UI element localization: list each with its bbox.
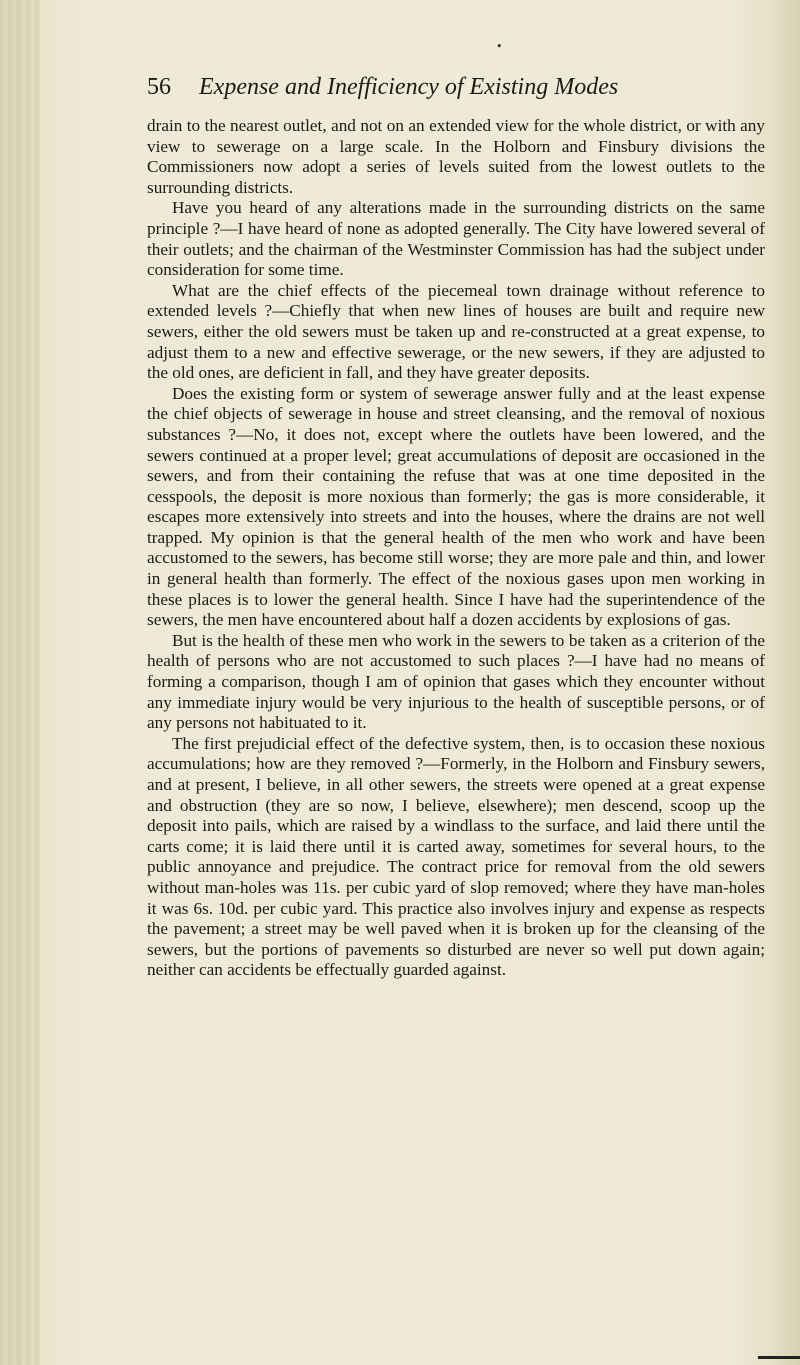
paragraph: What are the chief effects of the piecemeal town drainage without reference to extended levels ?—Chiefly that when new lines of houses are built and require new sewers, either the old sewers must be taken up and re-constructed at a great expense, to adjust them to a new and effective sewerage, or the new sewers, if they are adjusted to the old ones, are deficient in fall, and they have greater deposits. xyxy=(147,280,765,383)
paragraph: But is the health of these men who work in the sewers to be taken as a criterion of the health of persons who are not accustomed to such places ?—I have had no means of forming a comparison, though I am of opinion that gases which they encounter without any immediate injury would be very injurious to the health of susceptible persons, or of any persons not habituated to it. xyxy=(147,630,765,733)
paragraph: Have you heard of any alterations made in the surrounding districts on the same principle ?—I have heard of none as adopted generally. The City have lowered several of their outlets; and the chairman of the Westminster Commission has had the subject under consideration for some time. xyxy=(147,198,765,280)
body-text xyxy=(147,116,765,981)
page-edge-rule xyxy=(758,1356,800,1359)
paragraph: The first prejudicial effect of the defective system, then, is to occasion these noxious accumulations; how are they removed ?—Formerly, in the Holborn and Finsbury sewers, and at present, I believe, in all other sewers, the streets were opened at a great expense and obstruction (they are so now, I believe, elsewhere); men descend, scoop up the deposit into pails, which are raised by a windlass to the surface, and laid there until the carts come; it is laid there until it is carted away, sometimes for several hours, to the public annoyance and prejudice. The contract price for removal from the old sewers without man-holes was 11s. per cubic yard of slop removed; where they have man-holes it was 6s. 10d. per cubic yard. This practice also involves injury and expense as respects the pavement; a street may be well paved when it is broken up for the cleansing of the sewers, but the portions of pavements so disturbed are never so well put down again; neither can accidents be effectually guarded against. xyxy=(147,733,765,980)
page-marker: • xyxy=(496,40,503,53)
book-binding-edge xyxy=(0,0,40,1365)
page-number: 56 xyxy=(147,74,171,100)
running-title: Expense and Inefficiency of Existing Modes xyxy=(199,74,619,100)
running-header xyxy=(147,74,707,108)
paragraph: drain to the nearest outlet, and not on an extended view for the whole district, or with any view to sewerage on a large scale. In the Holborn and Finsbury divisions the Commissioners now adopt a series of levels suited from the lowest outlets to the surrounding districts. xyxy=(147,116,765,197)
paragraph: Does the existing form or system of sewerage answer fully and at the least expense the chief objects of sewerage in house and street cleansing, and the removal of noxious substances ?—No, it does not, except where the outlets have been lowered, and the sewers continued at a proper level; great accumulations of deposit are occasioned in the sewers, and from their containing the refuse that was at one time deposited in the cesspools, the deposit is more noxious than formerly; the gas is more considerable, it escapes more extensively into streets and into the houses, where the drains are not well trapped. My opinion is that the general health of the men who work and have been accustomed to the sewers, has become still worse; they are more pale and thin, and lower in general health than formerly. The effect of the noxious gases upon men working in these places is to lower the general health. Since I have had the superintendence of the sewers, the men have encountered about half a dozen accidents by explosions of gas. xyxy=(147,383,765,630)
